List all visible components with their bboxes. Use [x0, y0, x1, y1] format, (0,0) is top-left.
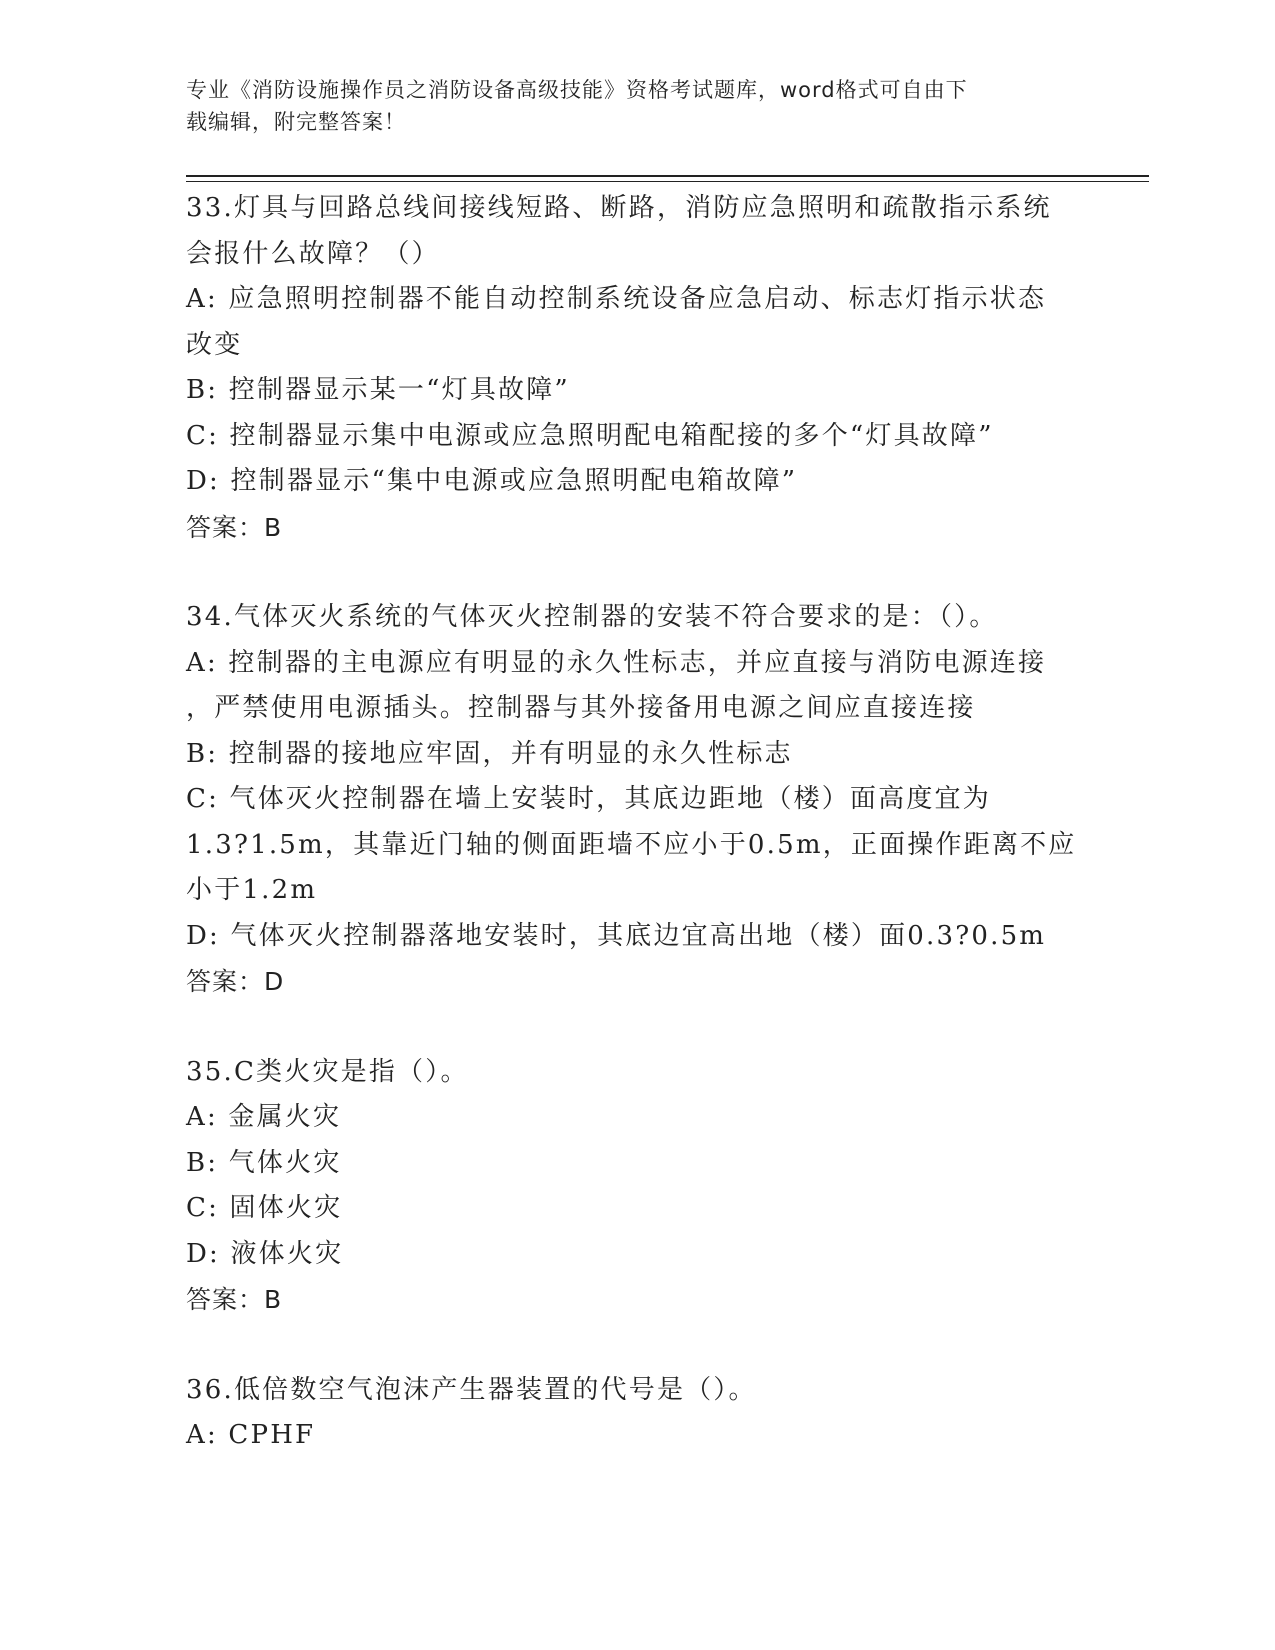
header-divider-thick [186, 175, 1149, 177]
question-spacer [186, 1323, 1086, 1368]
answer: 答案：B [186, 1285, 283, 1314]
document-header [186, 74, 1066, 138]
answer: 答案：B [186, 512, 283, 542]
option-a: A: CPHF [186, 1420, 316, 1450]
header-line-1: 专业《消防设施操作员之消防设备高级技能》资格考试题库，word格式可自由下 [186, 78, 968, 102]
option-a: A: 金属火灾 [186, 1102, 342, 1132]
header-line-2: 载编辑，附完整答案！ [186, 110, 406, 134]
question-stem-continued: 会报什么故障？（） [186, 238, 440, 269]
option-c-continued-2: 小于1.2m [186, 875, 318, 905]
option-c-continued: 1.3?1.5m，其靠近门轴的侧面距墙不应小于0.5m，正面操作距离不应 [186, 829, 1077, 860]
header-divider-thin [186, 181, 1149, 182]
option-b: B: 控制器显示某一“灯具故障” [186, 375, 570, 405]
question-34 [186, 595, 1086, 1005]
question-stem: 35.C类火灾是指（）。 [186, 1056, 469, 1087]
option-d: D: 液体火灾 [186, 1238, 344, 1269]
option-d: D: 气体灭火控制器落地安装时，其底边宜高出地（楼）面0.3?0.5m [186, 920, 1047, 951]
question-33 [186, 186, 1086, 550]
option-a: A: 控制器的主电源应有明显的永久性标志，并应直接与消防电源连接 [186, 647, 1047, 678]
question-stem: 36.低倍数空气泡沫产生器装置的代号是（）。 [186, 1374, 757, 1405]
question-stem: 33.灯具与回路总线间接线短路、断路，消防应急照明和疏散指示系统 [186, 193, 1052, 223]
option-c: C: 气体灭火控制器在墙上安装时，其底边距地（楼）面高度宜为 [186, 784, 991, 814]
question-spacer [186, 550, 1086, 595]
option-c: C: 固体火灾 [186, 1193, 343, 1223]
option-a: A: 应急照明控制器不能自动控制系统设备应急启动、标志灯指示状态 [186, 284, 1047, 314]
question-list [186, 186, 1086, 1459]
question-spacer [186, 1005, 1086, 1050]
question-36 [186, 1368, 1086, 1459]
option-d: D: 控制器显示“集中电源或应急照明配电箱故障” [186, 466, 798, 496]
option-b: B: 控制器的接地应牢固，并有明显的永久性标志 [186, 738, 793, 769]
option-c: C: 控制器显示集中电源或应急照明配电箱配接的多个“灯具故障” [186, 420, 994, 451]
option-a-continued: 改变 [186, 329, 243, 360]
answer: 答案：D [186, 967, 285, 996]
option-b: B: 气体火灾 [186, 1147, 342, 1178]
question-35 [186, 1050, 1086, 1323]
question-stem: 34.气体灭火系统的气体灭火控制器的安装不符合要求的是：（）。 [186, 602, 998, 632]
option-a-continued: ，严禁使用电源插头。控制器与其外接备用电源之间应直接连接 [186, 693, 976, 723]
